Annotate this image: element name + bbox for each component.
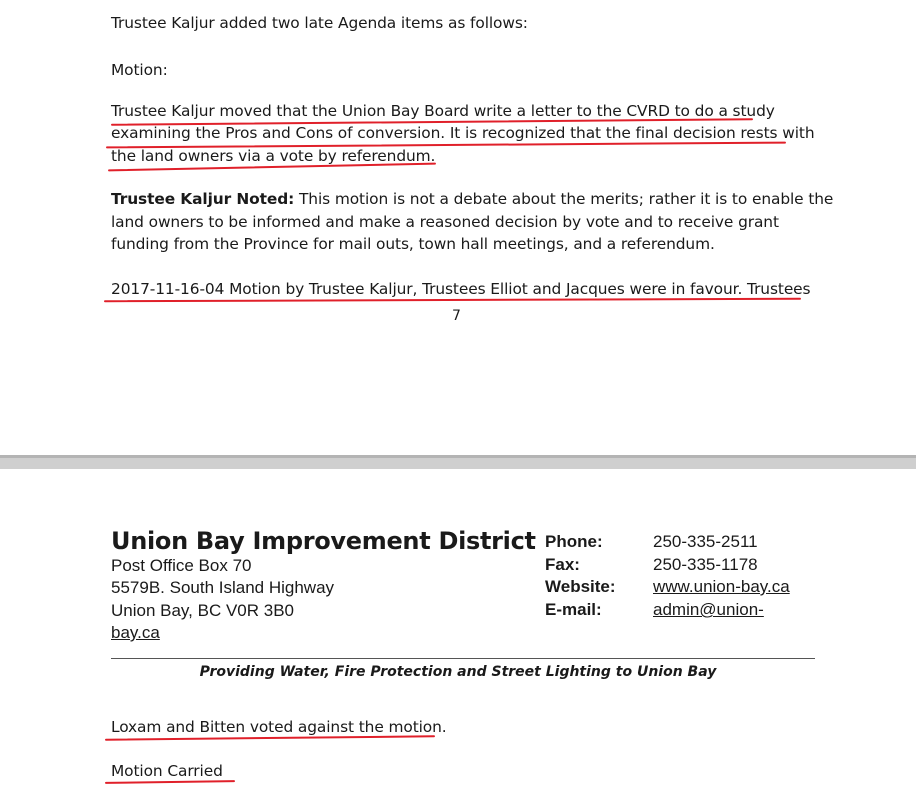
letterhead-rule [111,658,815,659]
phone-label: Phone: [545,532,603,551]
page-number: 7 [452,308,461,324]
address-line-2: 5579B. South Island Highway [111,578,335,597]
address-line-1: Post Office Box 70 [111,556,252,575]
address-line-3: Union Bay, BC V0R 3B0 [111,601,294,620]
intro-text: Trustee Kaljur added two late Agenda items as follows: [111,14,528,32]
page-separator [0,455,916,469]
org-name: Union Bay Improvement District [111,527,536,555]
email-link[interactable]: admin@union- [653,600,764,619]
phone-value: 250-335-2511 [653,532,758,551]
email-continuation-link[interactable]: bay.ca [111,623,160,642]
noted-line-1 [111,188,833,210]
email-label: E-mail: [545,600,602,619]
motion-label: Motion: [111,61,168,79]
fax-label: Fax: [545,555,580,574]
annotation-underline [105,780,235,784]
tagline: Providing Water, Fire Protection and Street Lighting to Union Bay [199,664,717,680]
noted-line-3: funding from the Province for mail outs, town hall meetings, and a referendum. [111,235,715,253]
fax-value: 250-335-1178 [653,555,758,574]
motion-line-3: the land owners via a vote by referendum. [111,147,436,165]
vote-continued: Loxam and Bitten voted against the motion. [111,718,447,736]
motion-line-1: Trustee Kaljur moved that the Union Bay Board write a letter to the CVRD to do a study [111,102,775,120]
document-page-8 [0,469,916,788]
motion-result: Motion Carried [111,762,223,780]
vote-line: 2017-11-16-04 Motion by Trustee Kaljur, Trustees Elliot and Jacques were in favour. Trustees [111,280,811,298]
website-link[interactable]: www.union-bay.ca [653,577,790,596]
motion-line-2: examining the Pros and Cons of conversion. It is recognized that the final decision rests with [111,124,815,142]
website-label: Website: [545,577,616,596]
noted-text-1: This motion is not a debate about the merits; rather it is to enable the [294,190,834,208]
noted-label: Trustee Kaljur Noted: [111,190,295,208]
noted-line-2: land owners to be informed and make a reasoned decision by vote and to receive grant [111,213,779,231]
